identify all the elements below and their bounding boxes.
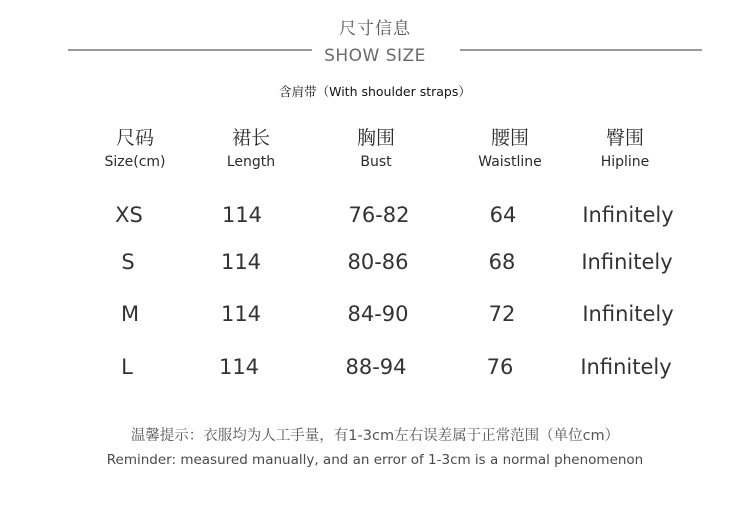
column-header-en: Bust [360,154,392,170]
note-en: Reminder: measured manually, and an error of 1-3cm is a normal phenomenon [106,452,644,468]
table-cell-size: XS [115,203,143,227]
table-cell-size: L [121,355,133,379]
table-cell-hipline: Infinitely [580,355,672,379]
table-cell-bust: 76-82 [348,203,410,227]
table-cell-size: M [120,302,140,326]
column-header-hipline [555,124,695,172]
subtitle: 含肩带（With shoulder straps） [279,84,471,99]
table-cell-hipline: Infinitely [582,302,674,326]
column-header-cn: 裙长 [231,127,270,149]
table-cell-waistline: 68 [488,250,516,274]
table-cell-length: 114 [218,355,260,379]
table-cell-waistline: 64 [489,203,517,227]
note-cn: 温馨提示：衣服均为人工手量，有1-3cm左右误差属于正常范围（单位cm） [130,428,620,444]
column-header-cn: 臀围 [605,127,644,149]
table-cell-length: 114 [221,203,263,227]
column-header-en: Length [226,154,276,170]
column-header-cn: 尺码 [115,127,154,149]
table-cell-size: S [121,250,135,274]
table-cell-length: 114 [220,302,262,326]
column-header-length [181,124,321,172]
table-cell-bust: 84-90 [347,302,409,326]
table-cell-bust: 88-94 [345,355,407,379]
column-header-bust [306,124,446,172]
column-header-cn: 胸围 [356,127,395,149]
table-cell-waistline: 76 [486,355,514,379]
column-header-en: Waistline [478,154,542,170]
column-header-cn: 腰围 [490,127,529,149]
table-cell-length: 114 [220,250,262,274]
page-title-cn: 尺寸信息 [339,19,411,39]
table-cell-hipline: Infinitely [582,203,674,227]
page-title-en: SHOW SIZE [324,46,426,66]
column-header-en: Size(cm) [104,154,166,170]
table-cell-hipline: Infinitely [581,250,673,274]
table-cell-waistline: 72 [488,302,516,326]
column-header-en: Hipline [600,154,650,170]
table-cell-bust: 80-86 [347,250,409,274]
